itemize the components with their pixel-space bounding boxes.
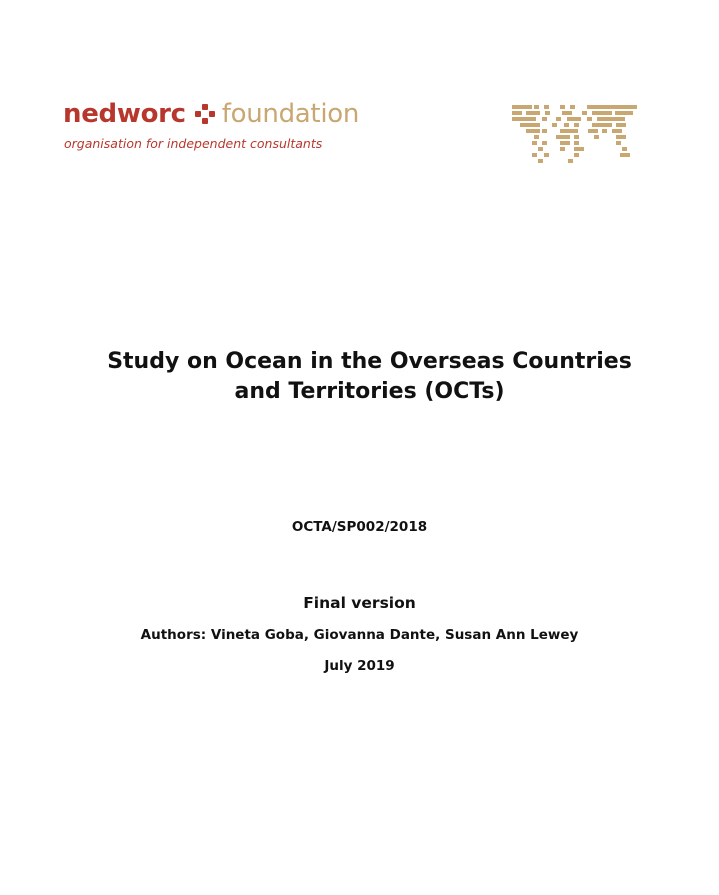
document-authors: Authors: Vineta Goba, Giovanna Dante, Susan Ann Lewey <box>140 627 579 643</box>
document-reference-code: OCTA/SP002/2018 <box>291 519 428 535</box>
world-map-mosaic-icon <box>512 105 638 165</box>
nedworc-cross-mark-icon <box>194 103 216 125</box>
document-title-line-2: and Territories (OCTs) <box>234 379 505 404</box>
logo-wordmark <box>63 96 359 132</box>
logo-foundation-word: foundation <box>221 99 360 129</box>
logo-tagline: organisation for independent consultants <box>64 136 323 151</box>
document-title <box>0 347 719 407</box>
document-title-line-1: Study on Ocean in the Overseas Countries <box>107 349 632 374</box>
logo-brand-name: nedworc <box>63 99 186 129</box>
document-date: July 2019 <box>324 658 395 674</box>
nedworc-logo <box>63 96 403 158</box>
document-version: Final version <box>303 594 416 612</box>
